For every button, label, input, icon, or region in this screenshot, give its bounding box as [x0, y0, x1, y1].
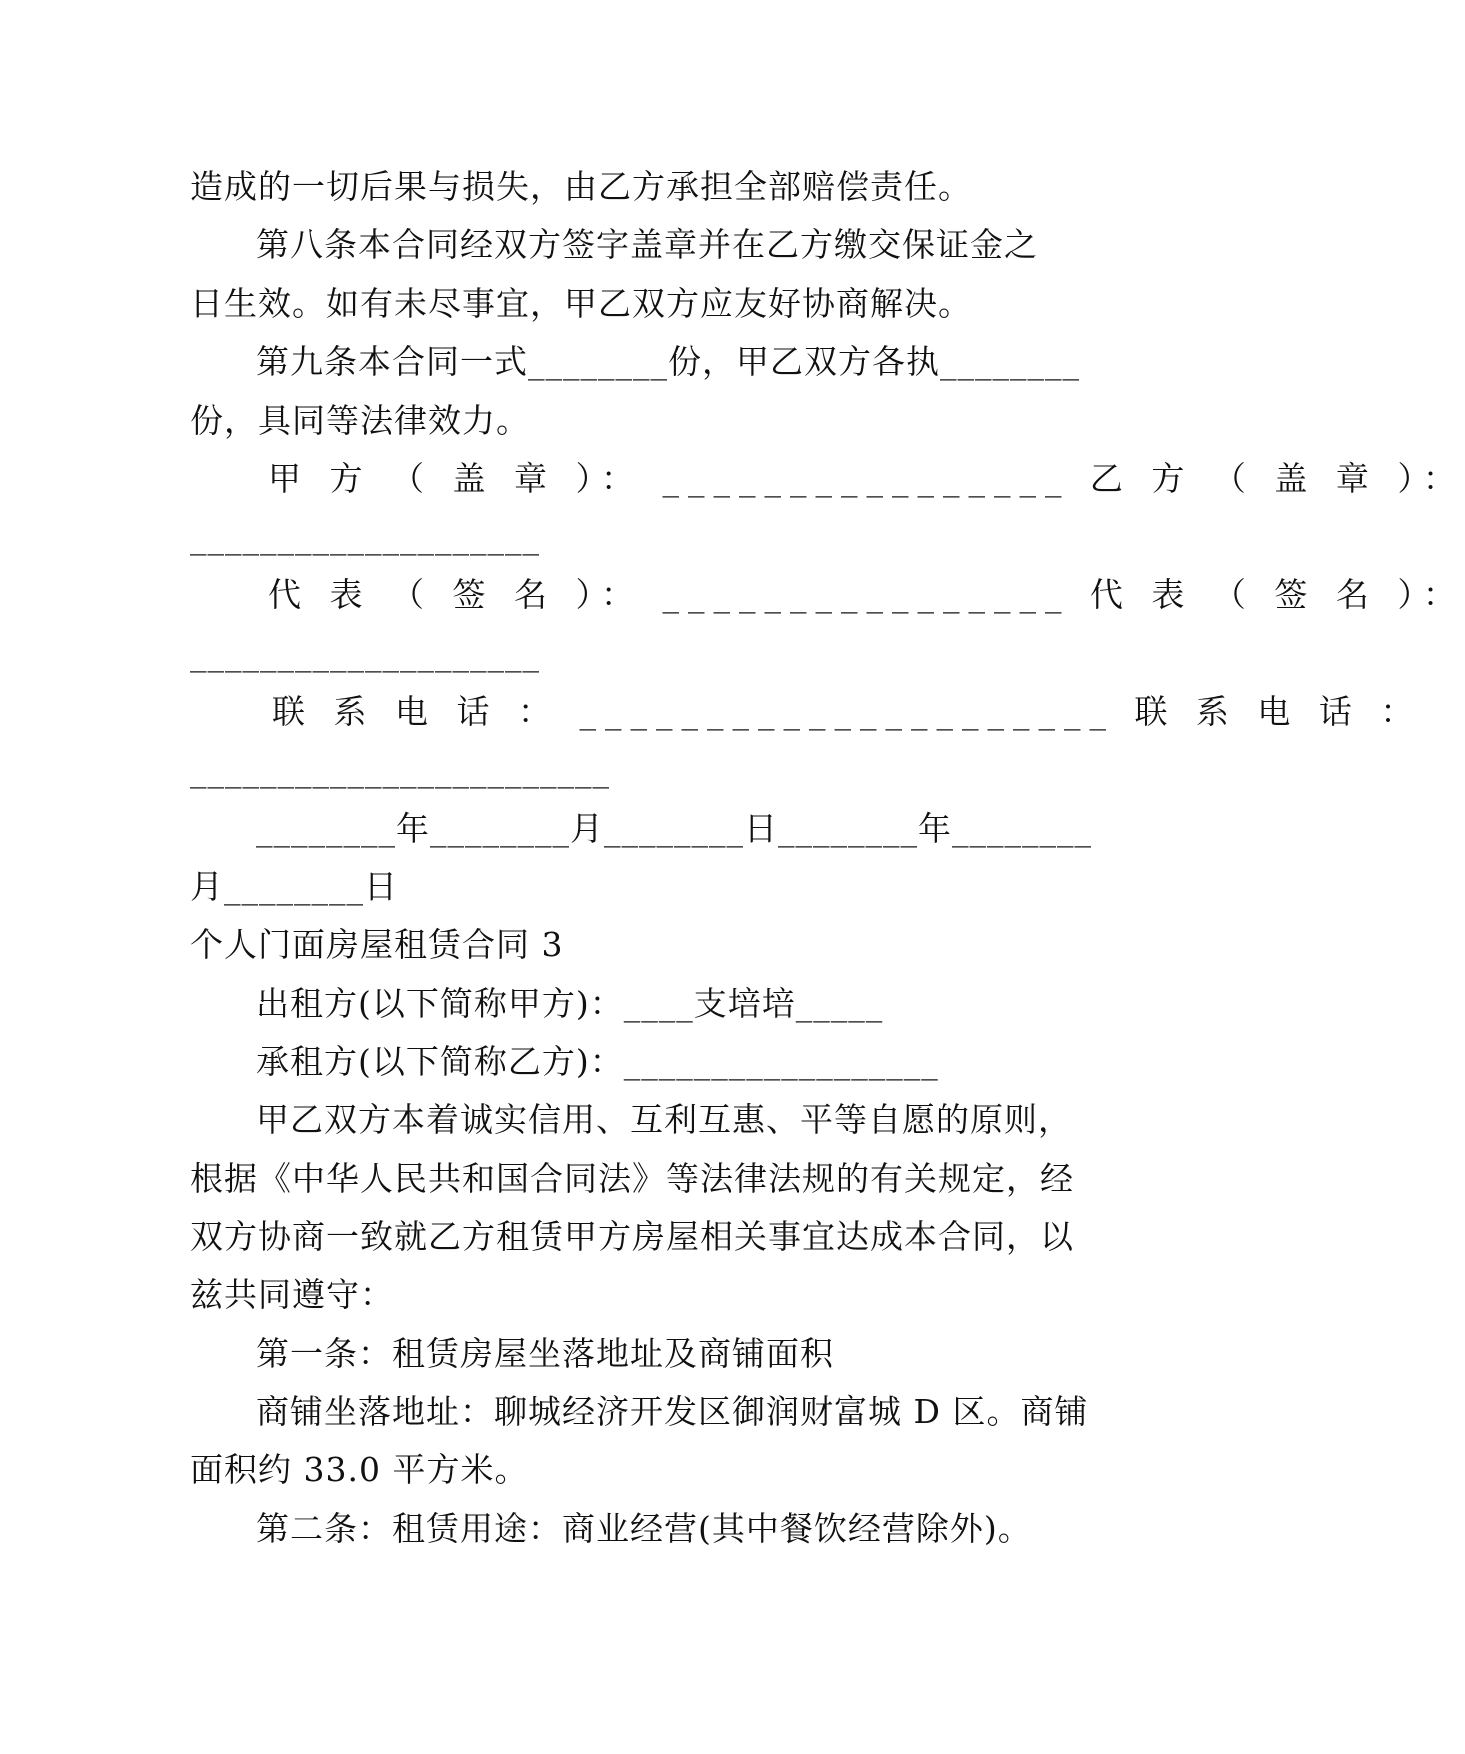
contract-title: 个人门面房屋租赁合同 3	[190, 925, 564, 964]
text-line: 造成的一切后果与损失，由乙方承担全部赔偿责任。	[190, 167, 972, 206]
date-line-1: ________年________月________日________年________	[256, 809, 1092, 848]
phone-blank: ________________________	[190, 750, 610, 789]
lessee-line: 承租方(以下简称乙方)：__________________	[256, 1042, 939, 1081]
article-2-line: 第二条：租赁用途：商业经营(其中餐饮经营除外)。	[256, 1509, 1032, 1548]
article-8-line-1: 第八条本合同经双方签字盖章并在乙方缴交保证金之	[256, 225, 1038, 264]
date-line-2: 月________日	[190, 867, 398, 906]
address-line-1: 商铺坐落地址：聊城经济开发区御润财富城 D 区。商铺	[256, 1392, 1089, 1431]
address-line-2: 面积约 33.0 平方米。	[190, 1450, 529, 1489]
article-9-line-1: 第九条本合同一式________份，甲乙双方各执________	[256, 342, 1080, 381]
representative-blank: ____________________	[190, 634, 540, 673]
phone-line: 联 系 电 话 ： _____________________ 联 系 电 话 ：	[272, 692, 1423, 731]
preamble-line-2: 根据《中华人民共和国合同法》等法律法规的有关规定，经	[190, 1159, 1074, 1198]
party-seal-blank: ____________________	[190, 517, 540, 556]
article-1-title: 第一条：租赁房屋坐落地址及商铺面积	[256, 1334, 834, 1373]
representative-line: 代 表 （ 签 名 ）： ________________ 代 表 （ 签 名 ）：	[268, 575, 1465, 614]
lessor-line: 出租方(以下简称甲方)：____支培培_____	[256, 984, 884, 1023]
preamble-line-1: 甲乙双方本着诚实信用、互利互惠、平等自愿的原则，	[256, 1100, 1072, 1139]
article-9-line-2: 份，具同等法律效力。	[190, 401, 530, 440]
preamble-line-4: 兹共同遵守：	[190, 1275, 394, 1314]
article-8-line-2: 日生效。如有未尽事宜，甲乙双方应友好协商解决。	[190, 284, 972, 323]
preamble-line-3: 双方协商一致就乙方租赁甲方房屋相关事宜达成本合同，以	[190, 1217, 1074, 1256]
party-seal-line: 甲 方 （ 盖 章 ）： ________________ 乙 方 （ 盖 章 ）：	[268, 459, 1465, 498]
